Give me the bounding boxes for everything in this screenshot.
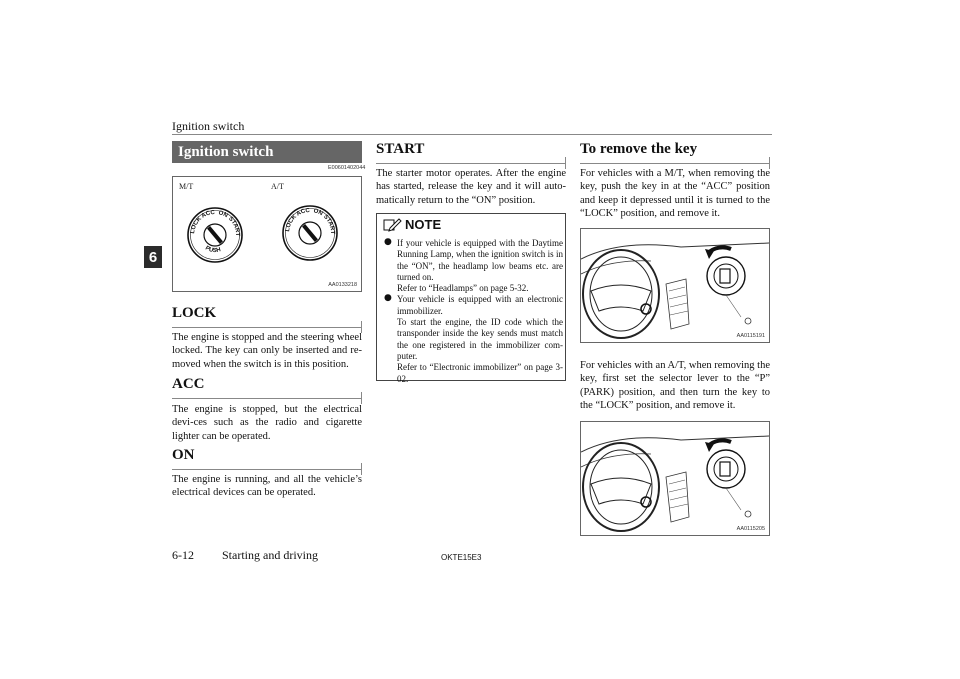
acc-heading xyxy=(172,376,362,399)
bullet-icon: ● xyxy=(384,293,392,304)
svg-text:ON: ON xyxy=(312,208,324,218)
svg-text:PUSH: PUSH xyxy=(204,245,222,255)
note-list xyxy=(383,238,563,385)
mt-remove-text: For vehicles with a M/T, when removing the key, push the key in at the “ACC” position and keep it depressed until it is turned to the “LOCK” position, and remove it. xyxy=(580,168,770,220)
on-heading xyxy=(172,447,362,470)
start-heading-text: START xyxy=(376,141,425,157)
svg-text:LOCK: LOCK xyxy=(284,213,298,233)
section-title-bar: Ignition switch xyxy=(172,141,362,163)
svg-text:ON: ON xyxy=(217,210,229,220)
lock-heading xyxy=(172,305,362,328)
at-remove-text: For vehicles with an A/T, when removing the key, first set the selector lever to the “P” (PARK) position, and then turn the key to the “LOCK” position, and remove it. xyxy=(580,360,770,412)
remove-key-heading xyxy=(580,141,770,164)
dashboard-figure-at xyxy=(580,421,770,536)
dashboard-key-illustration xyxy=(581,229,769,342)
note-item-text: If your vehicle is equipped with the Daytime Running Lamp, when the ignition switch is in the “ON”, the headlamp low beams etc. are turned on. xyxy=(397,238,563,282)
doc-code: OKTE15E3 xyxy=(441,553,482,562)
figure-code: AA0115191 xyxy=(736,333,765,339)
svg-text:LOCK: LOCK xyxy=(189,215,203,235)
mt-label: M/T xyxy=(179,182,194,191)
note-box xyxy=(376,213,566,384)
note-item-text: Refer to “Electronic immobilizer” on page 3-02. xyxy=(397,362,563,384)
start-text: The starter motor operates. After the engine has started, release the key and it will auto-matically return to the “ON” position. xyxy=(376,168,566,206)
figure-code: AA0115205 xyxy=(736,526,765,532)
title-code: E00601402044 xyxy=(328,165,366,171)
dashboard-key-illustration xyxy=(581,422,769,535)
acc-heading-text: ACC xyxy=(172,376,205,392)
footer-section-name: Starting and driving xyxy=(222,548,318,562)
svg-text:START: START xyxy=(227,215,241,237)
on-text: The engine is running, and all the vehicle’s electrical devices can be operated. xyxy=(172,474,362,499)
note-item xyxy=(383,238,563,294)
figure-code: AA0133218 xyxy=(328,282,357,288)
chapter-tab: 6 xyxy=(144,246,162,268)
at-label: A/T xyxy=(271,182,284,191)
header-rule xyxy=(172,134,772,135)
svg-text:START: START xyxy=(322,213,336,235)
ignition-figure xyxy=(172,176,362,292)
lock-text: The engine is stopped and the steering wheel locked. The key can only be inserted and re-moved when the switch is in this position. xyxy=(172,332,362,370)
dashboard-figure-mt xyxy=(580,228,770,343)
note-item-text: To start the engine, the ID code which the transponder inside the key sends must match the one registered in the immobilizer com-puter. xyxy=(397,317,563,361)
ignition-switch-illustration xyxy=(173,177,361,291)
svg-text:ACC: ACC xyxy=(200,209,216,220)
note-item-text: Refer to “Headlamps” on page 5-32. xyxy=(397,283,529,294)
on-heading-text: ON xyxy=(172,447,195,463)
remove-key-heading-text: To remove the key xyxy=(580,141,698,157)
running-header: Ignition switch xyxy=(172,119,245,133)
pencil-icon xyxy=(380,217,402,233)
acc-text: The engine is stopped, but the electrical devi-ces such as the radio and cigarette lighter can be operated. xyxy=(172,404,362,442)
mt-switch-icon xyxy=(188,208,242,262)
note-item-text: Your vehicle is equipped with an electronic immobilizer. xyxy=(397,294,563,316)
note-item xyxy=(383,294,563,384)
note-title: NOTE xyxy=(405,217,442,232)
lock-heading-text: LOCK xyxy=(172,305,217,321)
start-heading xyxy=(376,141,566,164)
bullet-icon: ● xyxy=(384,237,392,247)
page-number: 6-12 xyxy=(172,548,194,562)
at-switch-icon xyxy=(283,206,337,260)
svg-text:ACC: ACC xyxy=(295,207,311,218)
